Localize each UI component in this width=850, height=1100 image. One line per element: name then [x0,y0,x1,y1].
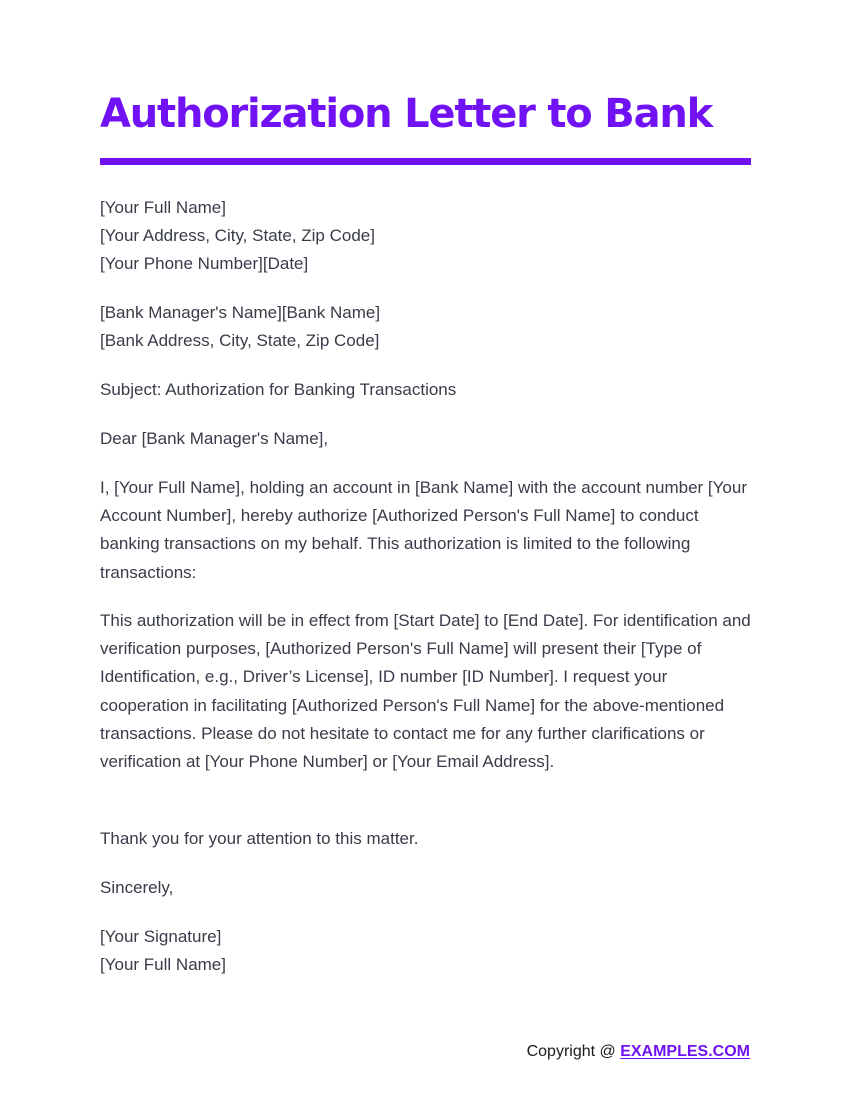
sender-phone-date: [Your Phone Number][Date] [100,254,309,274]
copyright-footer [527,1043,750,1061]
examples-link[interactable]: EXAMPLES.COM [620,1043,750,1060]
signature-block [100,923,751,979]
sender-name: [Your Full Name] [100,198,226,217]
sender-block [100,194,751,279]
subject-line: Subject: Authorization for Banking Transactions [100,380,457,399]
recipient-block [100,299,751,355]
salutation: Dear [Bank Manager's Name], [100,429,329,448]
thanks-line: Thank you for your attention to this matter. [100,829,419,848]
document-title: Authorization Letter to Bank [100,91,713,137]
recipient-address: [Bank Address, City, State, Zip Code] [100,331,380,351]
closing-line: Sincerely, [100,878,174,897]
body-paragraph-1: I, [Your Full Name], holding an account in [Bank Name] with the account number [Your Account Number], hereby authorize [Authorized Person's Full Name] to conduct banking transactions on my behalf. This authorization is limited to the following transactions: [100,478,747,582]
sender-address: [Your Address, City, State, Zip Code] [100,226,375,246]
title-divider [100,158,751,165]
signature-placeholder: [Your Signature] [100,927,222,946]
body-paragraph-2: This authorization will be in effect from [Start Date] to [End Date]. For identification and verification purposes, [Authorized Person's Full Name] will present their [Type of Identification, e.g., Driver’s License], ID number [ID Number]. I request your cooperation in facilitating [Authorized Person's Full Name] for the above-mentioned transactions. Please do not hesitate to contact me for any further clarifications or verification at [Your Phone Number] or [Your Email Address]. [100,611,751,772]
copyright-prefix: Copyright @ [526,1043,621,1060]
recipient-manager-bank: [Bank Manager's Name][Bank Name] [100,303,381,322]
signature-name: [Your Full Name] [100,955,226,975]
